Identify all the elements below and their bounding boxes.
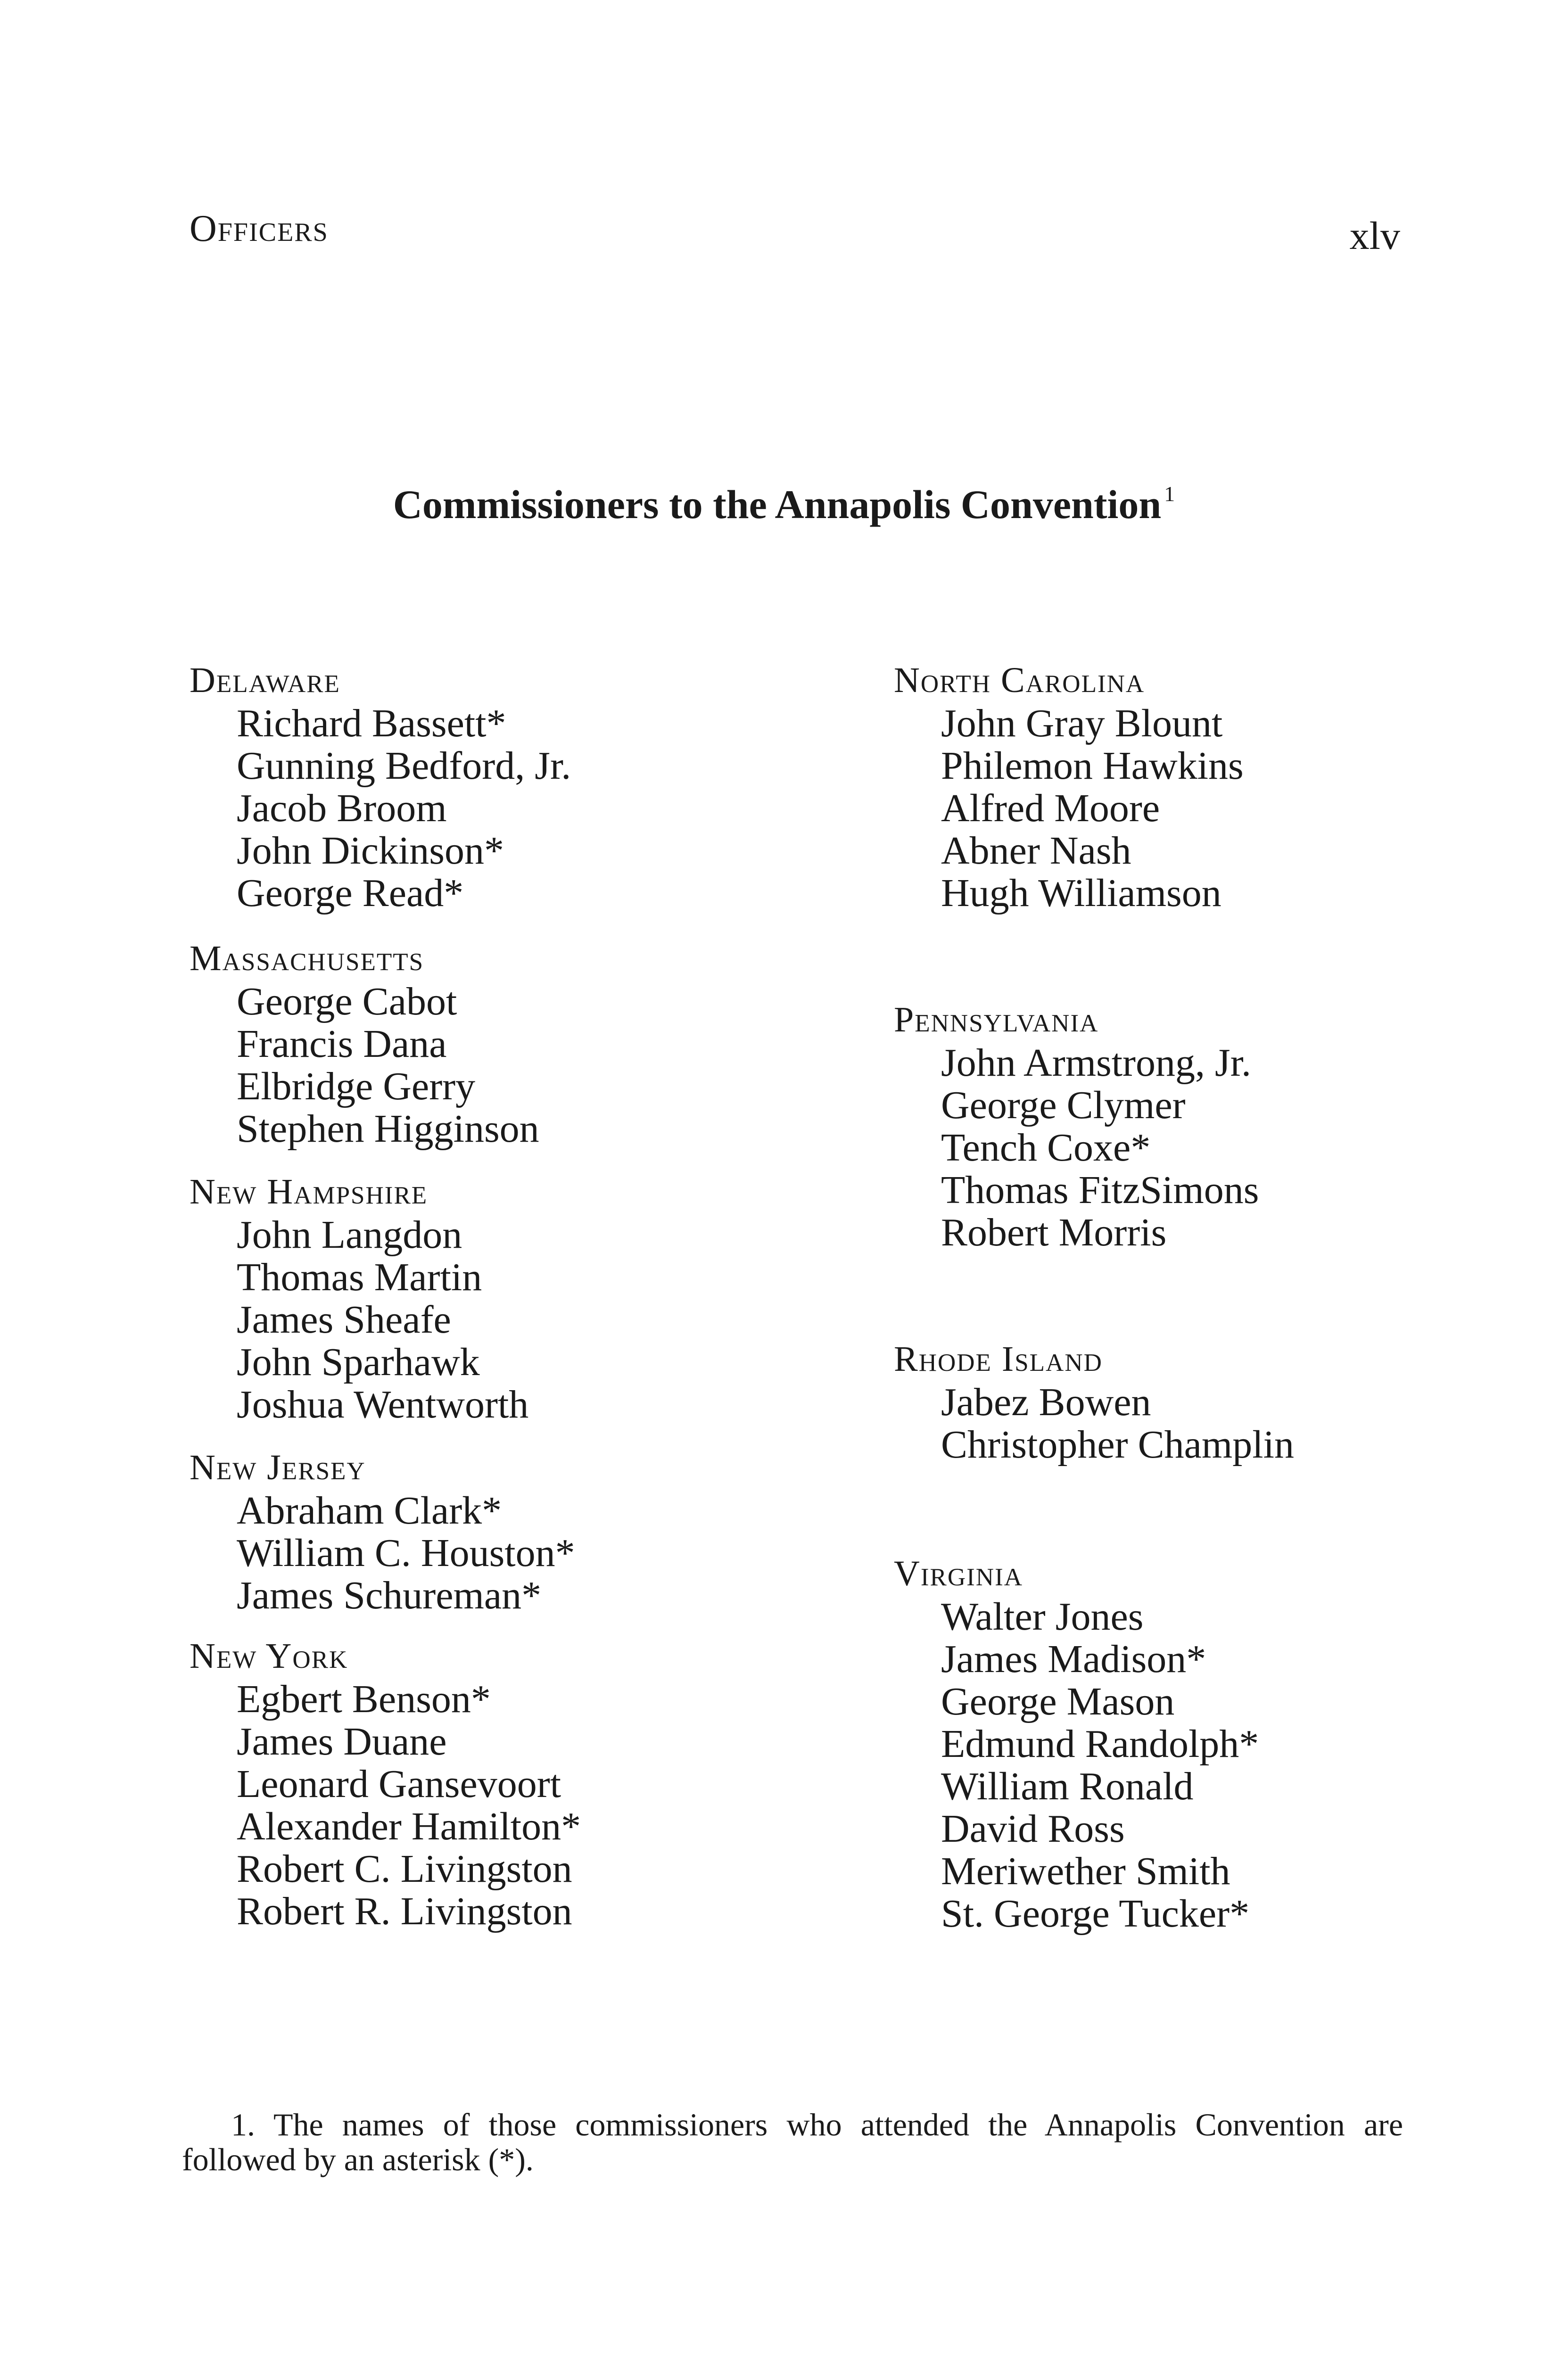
commissioner-name: Hugh Williamson bbox=[941, 871, 1221, 915]
commissioner-name: Robert C. Livingston bbox=[237, 1847, 572, 1891]
state-heading: New York bbox=[190, 1636, 348, 1676]
state-heading: New Jersey bbox=[190, 1448, 366, 1487]
state-heading: New Hampshire bbox=[190, 1172, 428, 1211]
commissioner-name: George Clymer bbox=[941, 1083, 1186, 1127]
running-head: Officers bbox=[190, 208, 329, 249]
commissioner-name: James Schureman* bbox=[237, 1574, 542, 1617]
name-list bbox=[941, 1381, 1294, 1466]
commissioner-name: Philemon Hawkins bbox=[941, 744, 1244, 788]
commissioner-name: James Madison* bbox=[941, 1637, 1206, 1681]
name-list bbox=[941, 1596, 1259, 1935]
commissioner-name: David Ross bbox=[941, 1807, 1125, 1851]
commissioner-name: Christopher Champlin bbox=[941, 1423, 1294, 1467]
commissioner-name: Richard Bassett* bbox=[237, 701, 506, 745]
page-number: xlv bbox=[1349, 214, 1400, 258]
state-heading: Virginia bbox=[894, 1554, 1023, 1593]
commissioner-name: Egbert Benson* bbox=[237, 1677, 491, 1721]
commissioner-name: Walter Jones bbox=[941, 1595, 1144, 1639]
commissioner-name: George Read* bbox=[237, 871, 464, 915]
name-list bbox=[941, 1042, 1259, 1254]
title-text: Commissioners to the Annapolis Convention bbox=[393, 482, 1162, 527]
commissioner-name: John Armstrong, Jr. bbox=[941, 1041, 1252, 1085]
commissioner-name: Alexander Hamilton* bbox=[237, 1805, 581, 1848]
commissioner-name: Edmund Randolph* bbox=[941, 1722, 1259, 1766]
commissioner-name: John Sparhawk bbox=[237, 1340, 480, 1384]
commissioner-name: Robert Morris bbox=[941, 1211, 1167, 1254]
commissioner-name: John Dickinson* bbox=[237, 829, 504, 873]
commissioner-name: James Sheafe bbox=[237, 1298, 451, 1342]
commissioner-name: Joshua Wentworth bbox=[237, 1383, 529, 1426]
name-list bbox=[237, 1678, 581, 1933]
commissioner-name: Tench Coxe* bbox=[941, 1126, 1151, 1170]
commissioner-name: Abraham Clark* bbox=[237, 1489, 502, 1533]
commissioner-name: William C. Houston* bbox=[237, 1531, 575, 1575]
commissioner-name: Leonard Gansevoort bbox=[237, 1762, 561, 1806]
commissioner-name: Elbridge Gerry bbox=[237, 1064, 476, 1108]
state-heading: Pennsylvania bbox=[894, 1000, 1099, 1039]
commissioner-name: Francis Dana bbox=[237, 1022, 447, 1066]
state-heading: Rhode Island bbox=[894, 1339, 1103, 1379]
name-list bbox=[941, 702, 1244, 915]
commissioner-name: Meriwether Smith bbox=[941, 1849, 1230, 1893]
commissioner-name: John Gray Blount bbox=[941, 701, 1223, 745]
commissioner-name: James Duane bbox=[237, 1720, 447, 1764]
commissioner-name: Jabez Bowen bbox=[941, 1380, 1151, 1424]
footnote-marker: 1 bbox=[1164, 482, 1175, 506]
commissioner-name: George Cabot bbox=[237, 980, 457, 1023]
commissioner-name: Alfred Moore bbox=[941, 786, 1160, 830]
commissioner-name: Abner Nash bbox=[941, 829, 1131, 873]
name-list bbox=[237, 1490, 575, 1617]
footnote: 1. The names of those commissioners who attended the Annapolis Convention are followed by an asterisk (*). bbox=[182, 2107, 1403, 2177]
state-heading: Massachusetts bbox=[190, 939, 424, 978]
page-title bbox=[0, 481, 1568, 528]
commissioner-name: George Mason bbox=[941, 1680, 1175, 1723]
commissioner-name: St. George Tucker* bbox=[941, 1892, 1250, 1936]
commissioner-name: Stephen Higginson bbox=[237, 1107, 539, 1151]
name-list bbox=[237, 1214, 528, 1426]
commissioner-name: Gunning Bedford, Jr. bbox=[237, 744, 571, 788]
commissioner-name: John Langdon bbox=[237, 1213, 462, 1257]
commissioner-name: Robert R. Livingston bbox=[237, 1889, 572, 1933]
name-list bbox=[237, 702, 571, 915]
commissioner-name: William Ronald bbox=[941, 1764, 1194, 1808]
commissioner-name: Thomas FitzSimons bbox=[941, 1168, 1259, 1212]
name-list bbox=[237, 981, 539, 1150]
commissioner-name: Jacob Broom bbox=[237, 786, 447, 830]
state-heading: Delaware bbox=[190, 660, 340, 700]
state-heading: North Carolina bbox=[894, 660, 1145, 700]
commissioner-name: Thomas Martin bbox=[237, 1255, 482, 1299]
